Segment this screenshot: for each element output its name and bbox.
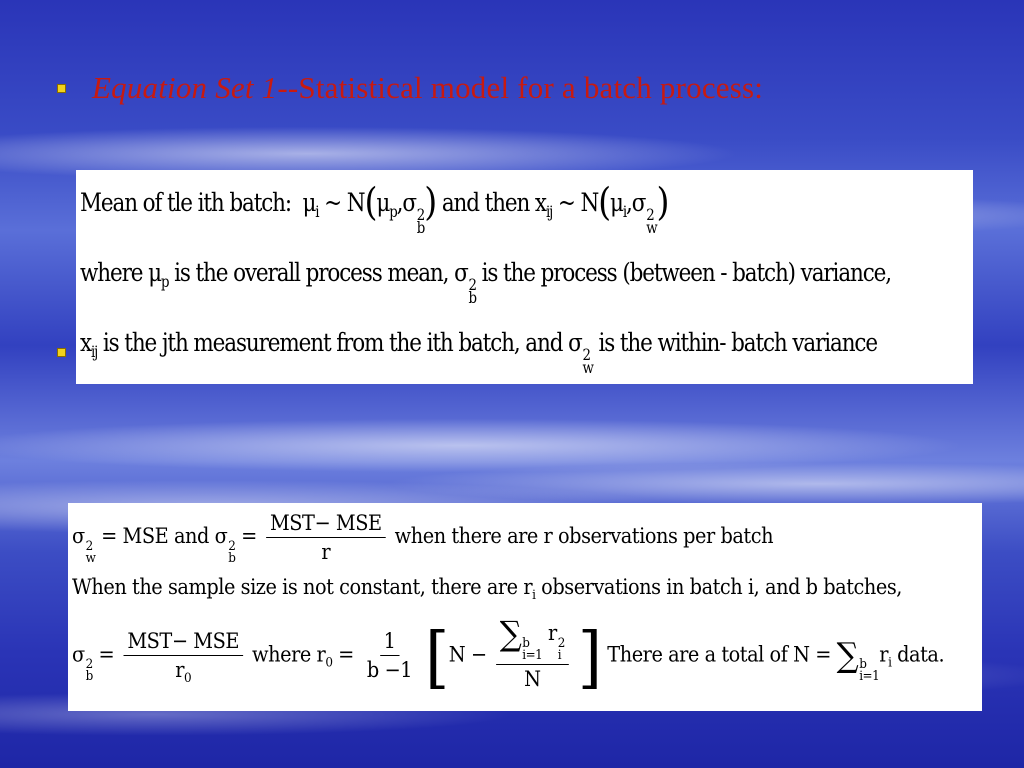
- eq-text: When the sample size is not constant, there are: [72, 575, 518, 599]
- eq-text: is the overall process mean,: [174, 258, 449, 287]
- eq-text: is the jth measurement from the ith batch, and: [102, 328, 563, 357]
- fraction: $\frac{\text{MST− MSE}}{r_0}$: [124, 629, 243, 682]
- equation-panel-model: [76, 170, 973, 384]
- eq-text: is the within- batch variance: [598, 328, 877, 357]
- eq-text: data.: [897, 642, 945, 667]
- fraction: $\frac{\text{MST− MSE}}{r}$: [266, 511, 385, 564]
- equation-line-process-mean: where $\mu_p$ is the overall process mean, σ 2 b is the process (between - batch) variance,: [80, 258, 891, 308]
- equation-line-batch-mean: Mean of tle ith batch: $\mu_i$ ~ $N(\mu_p,\sigma$ 2 b ) and then $x_{ij}$ ~ $N(\mu_i,\sigma$ 2 w ): [80, 179, 669, 238]
- title-italic: Equation Set 1: [92, 70, 278, 105]
- slide-title: [92, 70, 763, 106]
- eq-text: when there are r observations per batch: [394, 524, 774, 548]
- eq-text: is the process (between - batch) variance,: [481, 258, 891, 287]
- equation-line-variance-estimates: σ 2 w = MSE and σ 2 b = $\frac{\text{MST− MSE}}{r}$ when there are r observations per batch: [72, 511, 774, 566]
- fraction: ∑ b i=1 r 2 i N: [496, 621, 569, 691]
- equation-panel-estimators: [68, 503, 982, 711]
- eq-text: Mean of tle ith batch:: [80, 188, 292, 217]
- eq-text: observations in batch i, and b batches,: [541, 575, 902, 599]
- bullet-icon: [57, 84, 66, 93]
- equation-line-measurement: $x_{ij}$ is the jth measurement from the ith batch, and σ 2 w is the within- batch variance: [80, 328, 877, 378]
- eq-text: There are a total of N =: [607, 642, 831, 667]
- bullet-icon: [57, 348, 66, 357]
- eq-text: where: [252, 642, 311, 667]
- title-rest: --Statistical model for a batch process:: [277, 70, 764, 105]
- fraction: $\frac{1}{b -1}$: [366, 629, 413, 683]
- equation-line-unbalanced: σ 2 b = $\frac{\text{MST− MSE}}{r_0}$ where $r_0$ = $\frac{1}{b -1}$ [N − ∑ b i=1 r 2 i N ] There are a total of N = ∑ b i=1 $r_i$ data.: [72, 614, 945, 697]
- eq-text: where: [80, 258, 143, 287]
- equation-line-sample-size: When the sample size is not constant, there are $r_i$ observations in batch i, and b batches,: [72, 575, 902, 604]
- eq-text: MSE: [122, 524, 169, 548]
